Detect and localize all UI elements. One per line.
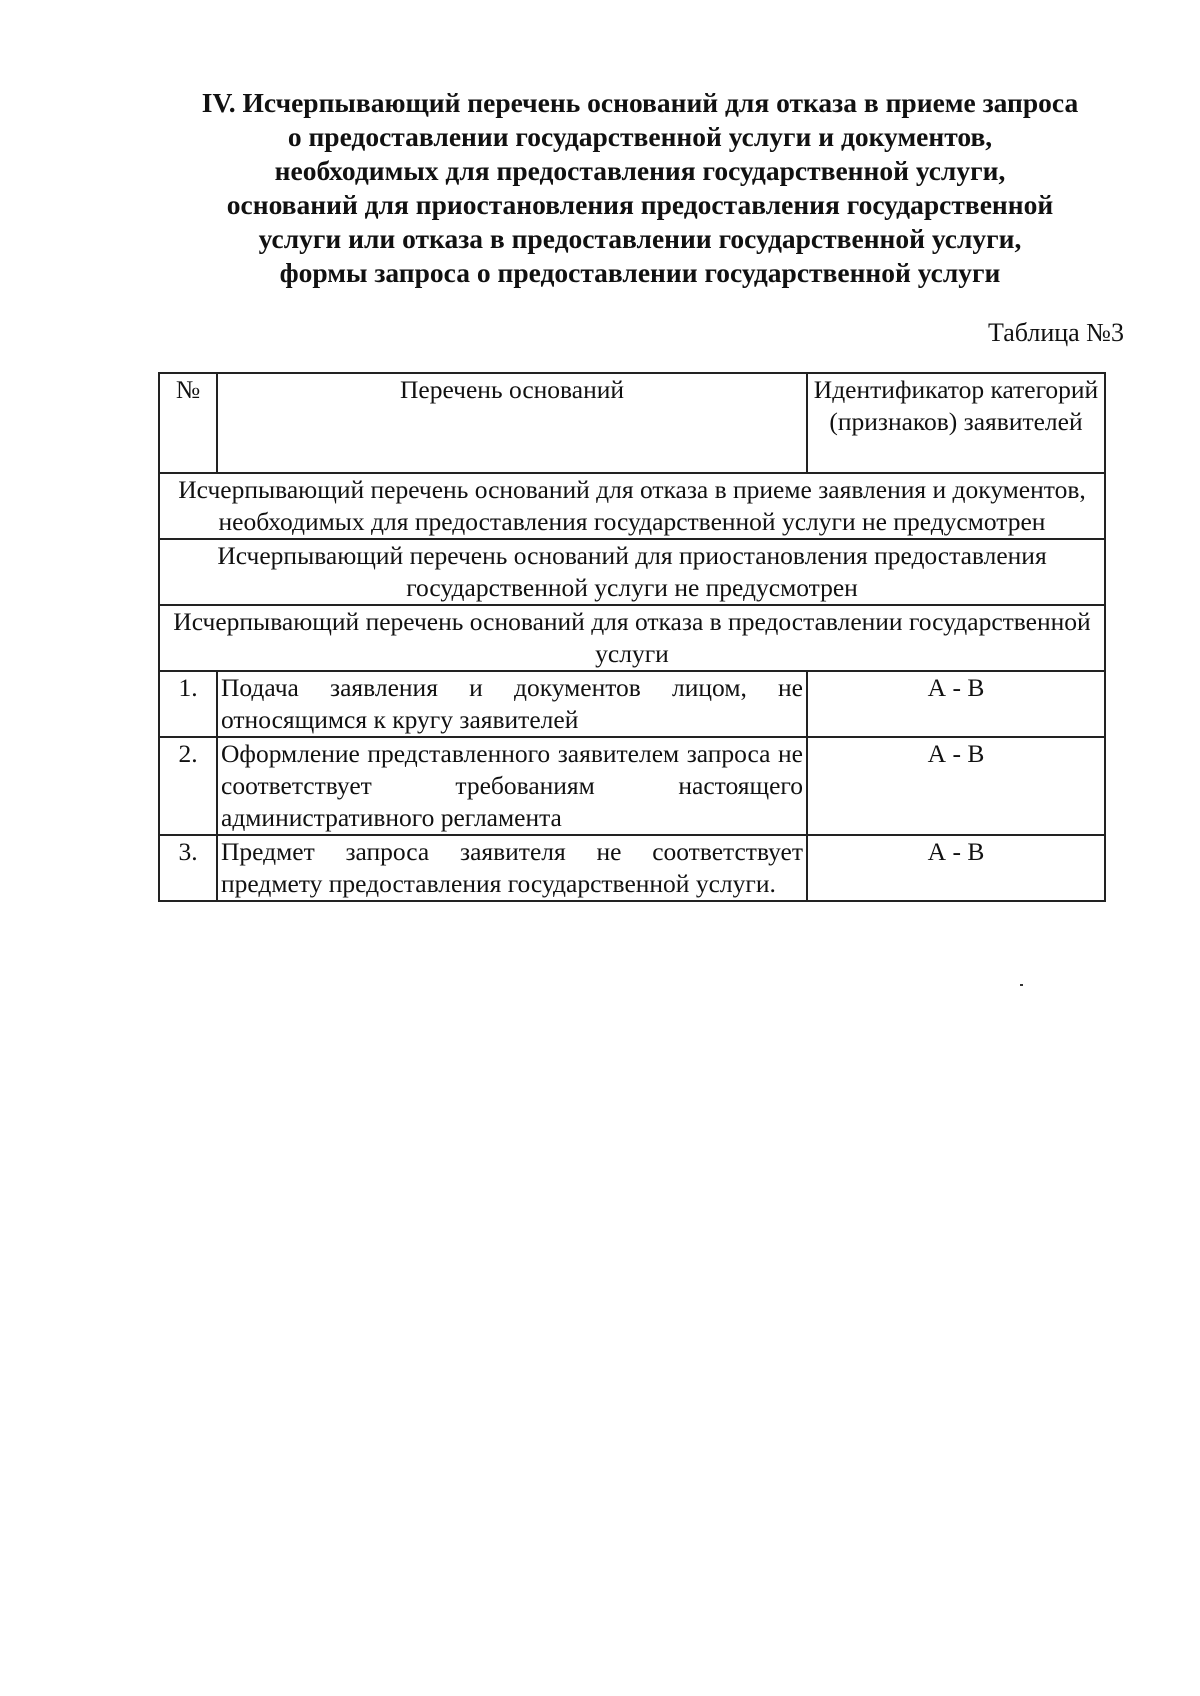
row-reason: Оформление представленного заявителем запроса не соответствует требованиям настоящего административного регламента	[217, 737, 807, 835]
table-row	[159, 835, 1105, 901]
row-identifier: А - В	[807, 835, 1105, 901]
section-row-text: Исчерпывающий перечень оснований для отказа в приеме заявления и документов, необходимых для предоставления государственной услуги не предусмотрен	[159, 473, 1105, 539]
row-number: 3.	[159, 835, 217, 901]
row-number: 1.	[159, 671, 217, 737]
section-row	[159, 539, 1105, 605]
heading-line: IV. Исчерпывающий перечень оснований для отказа в приеме запроса	[201, 87, 1079, 118]
table-row	[159, 671, 1105, 737]
row-reason: Подача заявления и документов лицом, не относящимся к кругу заявителей	[217, 671, 807, 737]
heading-line: о предоставлении государственной услуги и документов,	[287, 121, 993, 152]
section-row	[159, 473, 1105, 539]
table-label: Таблица №3	[987, 318, 1124, 347]
row-reason: Предмет запроса заявителя не соответствует предмету предоставления государственной услуги.	[217, 835, 807, 901]
heading-line: необходимых для предоставления государственной услуги,	[274, 155, 1006, 186]
heading-line: оснований для приостановления предоставления государственной	[226, 189, 1054, 220]
table-row	[159, 737, 1105, 835]
row-identifier: А - В	[807, 671, 1105, 737]
header-reasons: Перечень оснований	[217, 373, 807, 473]
heading-line: формы запроса о предоставлении государственной услуги	[279, 257, 1001, 288]
header-identifier: Идентификатор категорий (признаков) заявителей	[807, 373, 1105, 473]
section-row-text: Исчерпывающий перечень оснований для отказа в предоставлении государственной услуги	[159, 605, 1105, 671]
scan-speck	[1020, 984, 1023, 986]
heading-line: услуги или отказа в предоставлении государственной услуги,	[258, 223, 1022, 254]
row-identifier: А - В	[807, 737, 1105, 835]
row-number: 2.	[159, 737, 217, 835]
section-heading	[170, 86, 1110, 290]
section-row-text: Исчерпывающий перечень оснований для приостановления предоставления государственной услуги не предусмотрен	[159, 539, 1105, 605]
grounds-table	[158, 372, 1106, 902]
section-row	[159, 605, 1105, 671]
table-header-row	[159, 373, 1105, 473]
header-number: №	[159, 373, 217, 473]
